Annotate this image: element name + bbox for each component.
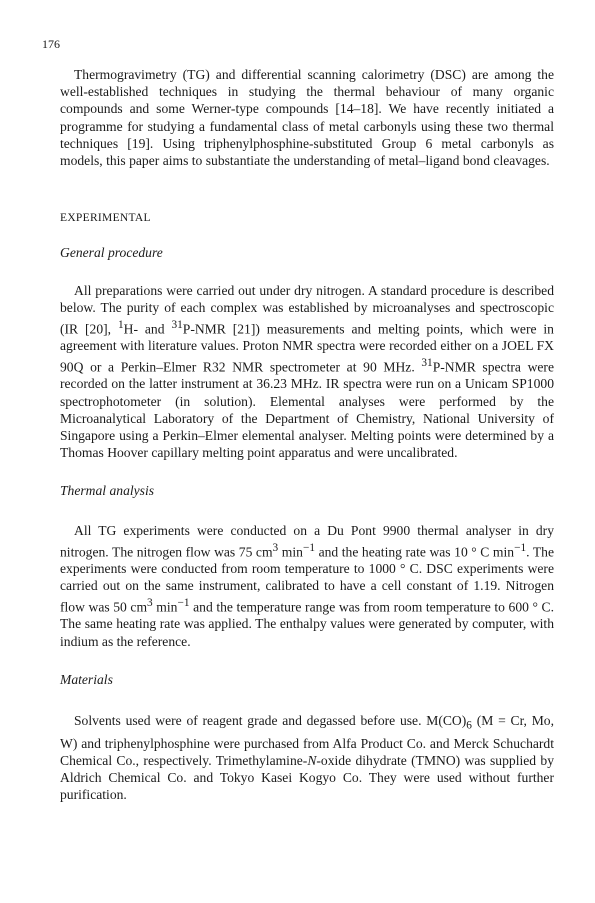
text-column — [60, 66, 554, 804]
text-run: H- and — [123, 321, 172, 337]
superscript: −1 — [514, 541, 527, 554]
subscript: 6 — [466, 719, 472, 732]
text-run: -oxide dihydrate (TMNO) was supplied by Aldrich Chemical Co. and Tokyo Kasei Kogyo Co. They were used without further purification. — [60, 752, 555, 803]
text-run: P-NMR [21]) measurements and melting points, which were in agreement with literature values. Proton NMR spectra were recorded either on a JOEL FX 90Q or a Perkin–Elmer R32 NMR spectrometer at 90 MHz. — [60, 321, 554, 375]
superscript: 3 — [272, 541, 279, 554]
italic-text: N — [307, 752, 317, 768]
text-run: min — [152, 599, 178, 615]
superscript: −1 — [302, 541, 315, 554]
superscript: 3 — [147, 596, 153, 609]
superscript: 31 — [421, 356, 433, 369]
intro-paragraph: Thermogravimetry (TG) and differential scanning calorimetry (DSC) are among the well-established techniques in studying the thermal behaviour of many organic compounds and some Werner-type compounds [14–18]. We have recently initiated a programme for studying a fundamental class of metal carbonyls using these two thermal techniques [19]. Using triphenylphosphine-substituted Group 6 metal carbonyls as models, this paper aims to substantiate the understanding of metal–ligand bond cleavages. — [60, 67, 554, 169]
superscript: 1 — [117, 318, 124, 331]
page-number: 176 — [42, 37, 60, 51]
text-run: All TG experiments were conducted on a Du Pont 9900 thermal analyser in dry nitrogen. The nitrogen flow was 75 cm — [60, 523, 554, 560]
subheading-general-procedure: General procedure — [60, 245, 163, 261]
text-run: (M = Cr, Mo, W) and triphenylphosphine were purchased from Alfa Product Co. and Merck Schuchardt Chemical Co., respectively. Trimethylamine- — [60, 712, 555, 768]
thermal-analysis-paragraph — [60, 522, 554, 649]
general-procedure-paragraph — [60, 282, 554, 461]
text-run: P-NMR spectra were recorded on the latter instrument at 36.23 MHz. IR spectra were run on a Unicam SP1000 spectrophotometer (in solution). Elemental analyses were performed by the Microanalytical Laboratory of the Department of Chemistry, National University of Singapore using a Perkin–Elmer elemental analyser. Melting points were determined by a Thomas Hoover capillary melting point apparatus and were uncalibrated. — [60, 359, 554, 461]
text-run: All preparations were carried out under dry nitrogen. A standard procedure is described below. The purity of each complex was established by microanalyses and spectroscopic (IR [20], — [60, 283, 554, 337]
text-run: . The experiments were conducted from room temperature to 1000 ° C. DSC experiments were carried out on the same instrument, calibrated to have a cell constant of 1.19. Nitrogen flow was 50 cm — [60, 544, 555, 615]
text-run: min — [278, 544, 303, 560]
text-run: and the temperature range was from room temperature to 600 ° C. The same heating rate was applied. The enthalpy values were generated by computer, with indium as the reference. — [60, 599, 554, 649]
superscript: −1 — [177, 596, 190, 609]
subheading-materials: Materials — [60, 671, 113, 687]
superscript: 31 — [171, 318, 183, 331]
text-run: and the heating rate was 10 ° C min — [315, 544, 515, 560]
text-run: Solvents used were of reagent grade and degassed before use. M(CO) — [74, 712, 467, 728]
materials-paragraph — [60, 712, 554, 804]
subheading-thermal-analysis: Thermal analysis — [60, 483, 155, 499]
section-heading-experimental: EXPERIMENTAL — [60, 212, 151, 225]
